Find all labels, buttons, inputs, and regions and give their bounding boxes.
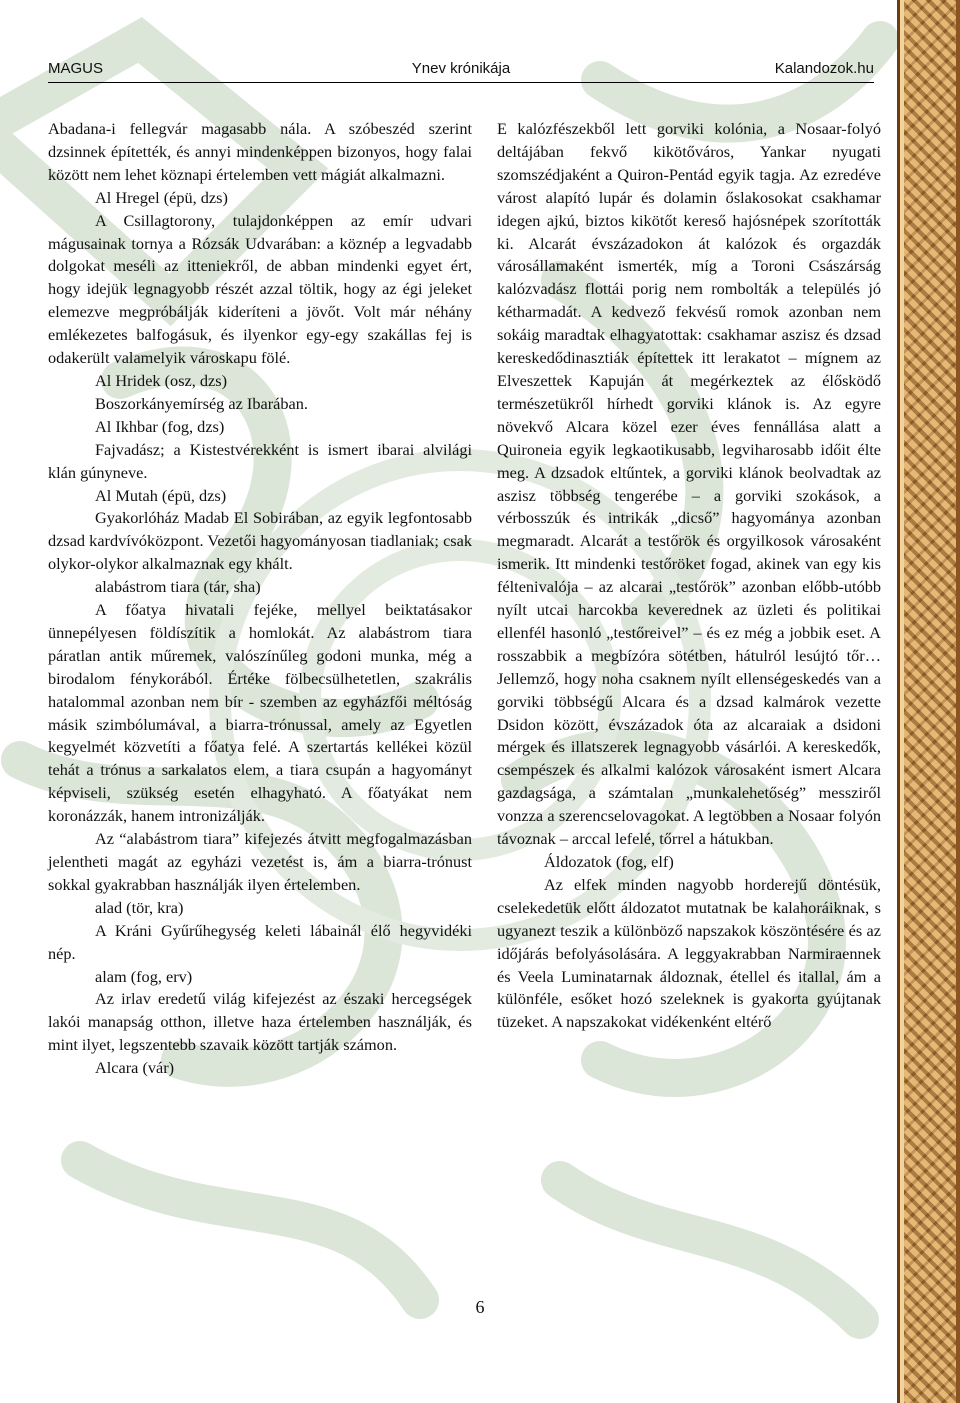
- paragraph: alad (tör, kra): [95, 897, 184, 917]
- right-column: [497, 118, 881, 1034]
- paragraph: Alcara (vár): [95, 1058, 175, 1078]
- page-number: 6: [475, 1297, 485, 1317]
- paragraph: alabástrom tiara (tár, sha): [95, 577, 261, 597]
- left-column: [48, 118, 472, 1080]
- header-center: Ynev krónikája: [411, 60, 511, 77]
- paragraph: Al Ikhbar (fog, dzs): [95, 416, 225, 436]
- paragraph: Al Mutah (épü, dzs): [95, 485, 227, 505]
- paragraph: Boszorkányemírség az Ibarában.: [95, 393, 308, 413]
- header-right: Kalandozok.hu: [774, 60, 874, 77]
- paragraph: Abadana-i fellegvár magasabb nála. A szóbeszéd szerint dzsinnek építették, és annyi mindenképpen bizonyos, hogy falai között nem lehet köznapi értelemben vett mágiát alkalmazni.: [48, 119, 472, 184]
- paragraph: Áldozatok (fog, elf): [544, 852, 674, 871]
- paragraph: Fajvadász; a Kistestvérekként is ismert ibarai alvilági klán gúnyneve.: [48, 439, 472, 482]
- decorative-border: [897, 0, 960, 1403]
- paragraph: Az “alabástrom tiara” kifejezés átvitt megfogalmazásban jelentheti magát az egyházi vezetést is, ám a biarra-trónust sokkal gyakrabban használják ilyen értelemben.: [48, 829, 472, 894]
- paragraph: Az elfek minden nagyobb horderejű döntésük, cselekedetük előtt áldozatot mutatnak be kalahoráiknak, s ugyanezt teszik a különböző napszakok köszöntésére és az időjárás befolyásolására. A leggyakrabban Narmiraennek és Veela Luminatarnak áldoznak, étellel és itallal, ám a különféle, esőket hozó szeleknek is gyakorta gyújtanak tüzeket. A napszakokat vidékenként eltérő: [497, 874, 881, 1032]
- paragraph: Al Hregel (épü, dzs): [95, 187, 228, 207]
- paragraph: Az irlav eredetű világ kifejezést az északi hercegségek lakói manapság otthon, illetve haza értelemben használják, és mint ilyet, legszentebb szavaik között tartják számon.: [48, 989, 472, 1055]
- paragraph: alam (fog, erv): [95, 966, 193, 986]
- paragraph: Al Hridek (osz, dzs): [95, 370, 228, 390]
- page-header: [48, 58, 874, 83]
- paragraph: E kalózfészekből lett gorviki kolónia, a Nosaar-folyó deltájában fekvő kikötőváros, Yankar nyugati szomszédjaként a Quiron-Pentád egyik tagja. Az ezredéve várost alapító lupár és dolamin őslakosokat csakhamar idegen ajkú, biztos kikötőt kereső hajósnépek szorították ki. Alcarát évszázadokon át kalózok és orgazdák városállamaként ismerték, míg a Toroni Császárság kalózvadász flottái porig nem rombolták a település jó kétharmadát. A kedvező fekvésű romok azonban nem sokáig maradtak elhagyatottak: csakhamar aszisz és dzsad kereskedődinasztiák építettek itt lerakatot – mígnem az Elveszettek Kapuján át megérkeztek az élősködő természetükről hírhedt gorviki klánok is. Az egyre növekvő Alcara közel ezer éves fennállása alatt a Quironeia egyik legkaotikusabb, legviharosabb időit élte meg. A dzsadok eltűntek, a gorviki klánok beolvadtak az aszisz többség tengerébe – a gorviki szokások, a vérbosszúk és intrikák „dicső” hagyománya azonban megmaradt. Alcarát a testőrök és orgyilkosok városaként ismerik. Itt mindenki testőröket fogad, akinek van egy kis féltenivalója – az alcarai „testőrök” azonban előbb-utóbb nyílt utcai harcokba keverednek az üzleti és politikai ellenfél hasonló „testőreivel” – és ez még a jobbik eset. A rosszabbik a megbízóra sötétben, hátulról lesújtó tőr… Jellemző, hogy noha csaknem nyílt ellenségeskedés van a gorviki többségű Alcara és a dzsad kalmárok vezette Dsidon között, évszázadok óta az alcaraiak a dsidoni mérgek és illatszerek legnagyobb vásárlói. A kereskedők, csempészek és alkalmi kalózok városaként ismert Alcara gazdagsága, a számtalan „munkalehetőség” messziről vonzza a szerencselovagokat. A legtöbben a Nosaar folyón távoznak – arccal lefelé, tőrrel a hátukban.: [497, 119, 881, 849]
- header-left: MAGUS: [48, 60, 104, 77]
- paragraph: A Kráni Gyűrűhegység keleti lábainál élő hegyvidéki nép.: [48, 920, 472, 963]
- paragraph: Gyakorlóház Madab El Sobirában, az egyik legfontosabb dzsad kardvívóközpont. Vezetői hagyományosan tiadlaniak; csak olykor-olykor alkalmaznak egy khált.: [48, 508, 472, 574]
- paragraph: A Csillagtorony, tulajdonképpen az emír udvari mágusainak tornya a Rózsák Udvarában: a köznép a legvadabb dolgokat meséli az itteniekről, de abban mindenki egyet ért, hogy idejük legnagyobb részét azzal töltik, hogy az égi jeleket elemezve megpróbálják kideríteni a jövőt. Volt már néhány emlékezetes balfogásuk, és ilyenkor egy-egy szakállas fej is odakerült valamelyik városkapu fölé.: [48, 210, 472, 368]
- paragraph: A főatya hivatali fejéke, mellyel beiktatásakor ünnepélyesen földíszítik a homlokát. Az alabástrom tiara páratlan antik műremek, valószínűleg godoni munka, még a birodalom fénykorából. Értéke fölbecsülhetetlen, szakrális hatalommal azonban nem bír - szemben az egyházfői méltóság másik szimbólumával, a biarra-trónussal, amely az Egyetlen kegyelmét közvetíti a főatya felé. A szertartás kellékei közül tehát a trónus a sarkalatos elem, a tiara csupán a hagyományt képviseli, szükség esetén elhagyható. A főatyákat nem koronázzák, hanem intronizálják.: [48, 600, 472, 826]
